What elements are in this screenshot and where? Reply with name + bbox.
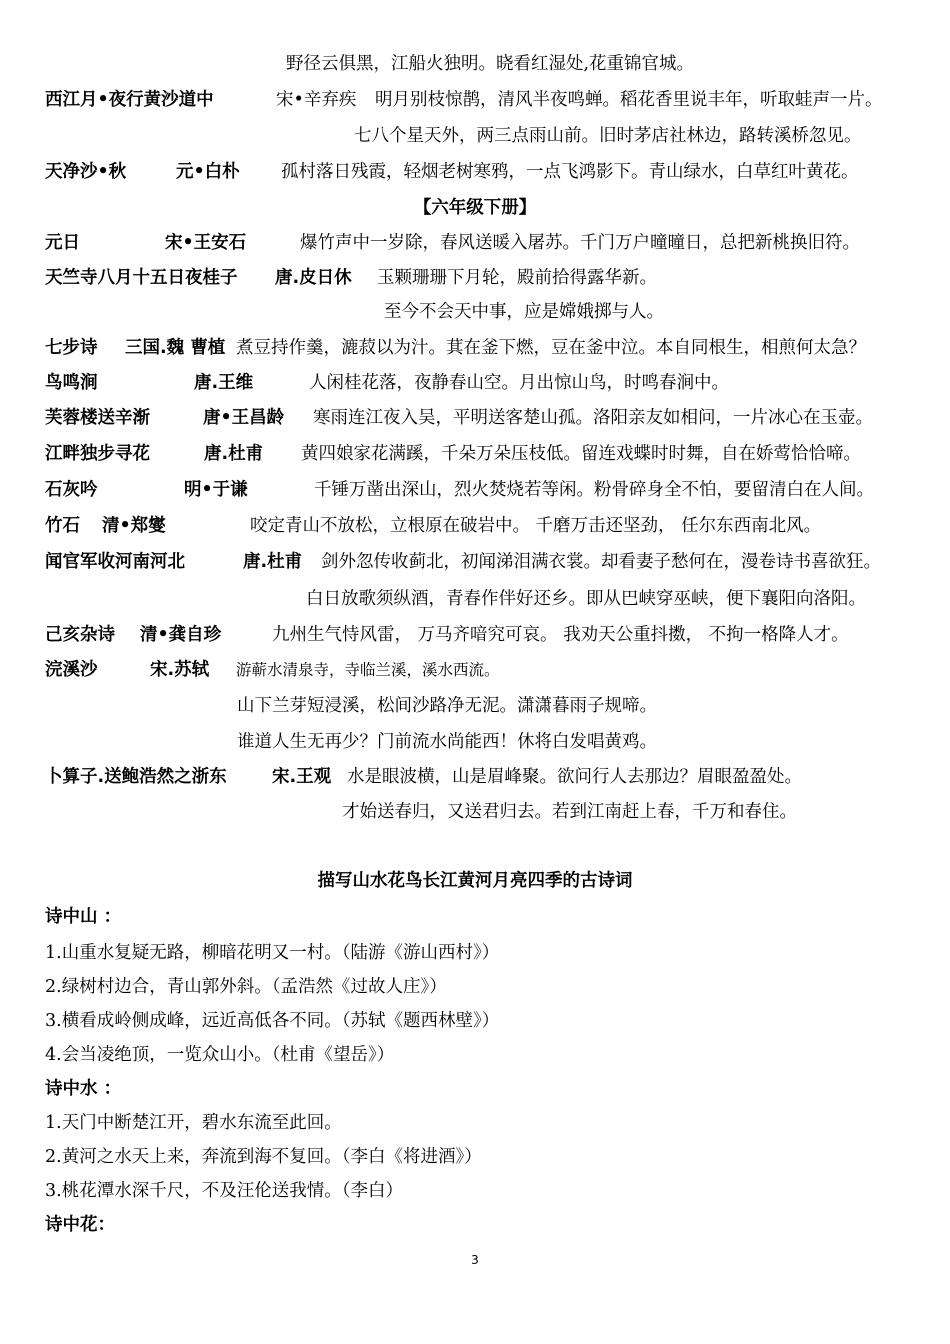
verse-line: 咬定青山不放松，立根原在破岩中。 千磨万击还坚劲， 任尔东西南北风。 bbox=[250, 516, 822, 536]
verse-line: 爆竹声中一岁除，春风送暖入屠苏。千门万户曈曈日，总把新桃换旧符。 bbox=[300, 233, 860, 253]
poem-title: 石灰吟 bbox=[45, 480, 98, 500]
verse-line: 山下兰芽短浸溪，松间沙路净无泥。潇潇暮雨子规啼。 bbox=[237, 696, 657, 716]
verse-line: 寒雨连江夜入吴，平明送客楚山孤。洛阳亲友如相问，一片冰心在玉壶。 bbox=[313, 408, 873, 428]
verse-line: 水是眼波横，山是眉峰聚。欲问行人去那边？眉眼盈盈处。 bbox=[347, 767, 802, 787]
poem-author: 元•白朴 bbox=[176, 162, 240, 182]
poem-title: 天净沙•秋 bbox=[45, 162, 127, 182]
section-title: 描写山水花鸟长江黄河月亮四季的古诗词 bbox=[317, 871, 633, 891]
poem-title: 闻官军收河南河北 bbox=[45, 552, 185, 572]
verse-line: 玉颗珊珊下月轮，殿前拾得露华新。 bbox=[377, 268, 657, 288]
page-number: 3 bbox=[471, 1253, 479, 1267]
poem-author: 唐.皮日休 bbox=[275, 268, 352, 288]
subsection-heading: 诗中水 ： bbox=[45, 1079, 122, 1099]
verse-line: 野径云俱黑，江船火独明。晓看红湿处,花重锦官城。 bbox=[286, 54, 695, 74]
verse-line: 孤村落日残霞，轻烟老树寒鸦，一点飞鸿影下。青山绿水，白草红叶黄花。 bbox=[281, 162, 859, 182]
poem-title: 卜算子.送鲍浩然之浙东 bbox=[45, 767, 227, 787]
poem-title: 鸟鸣涧 bbox=[45, 373, 98, 393]
list-item: 3.横看成岭侧成峰，远近高低各不同。（苏轼《题西林壁》） bbox=[45, 1011, 500, 1031]
poem-author: 清•龚自珍 bbox=[140, 625, 222, 645]
poem-author: 明•于谦 bbox=[184, 480, 248, 500]
list-item: 1.天门中断楚江开，碧水东流至此回。 bbox=[45, 1113, 342, 1133]
list-item: 3.桃花潭水深千尺，不及汪伦送我情。（李白） bbox=[45, 1181, 403, 1201]
poem-author: 唐.王维 bbox=[194, 373, 254, 393]
poem-author: 清•郑燮 bbox=[102, 516, 166, 536]
list-item: 4.会当凌绝顶，一览众山小。（杜甫《望岳》） bbox=[45, 1045, 395, 1065]
verse-line: 煮豆持作羹，漉菽以为汁。萁在釜下燃，豆在釜中泣。本自同根生，相煎何太急？ bbox=[236, 338, 866, 358]
verse-line: 明月别枝惊鹊，清风半夜鸣蝉。稻花香里说丰年，听取蛙声一片。 bbox=[375, 90, 883, 110]
list-item: 2.黄河之水天上来，奔流到海不复回。（李白《将进酒》） bbox=[45, 1147, 482, 1167]
poem-title: 七步诗 bbox=[45, 338, 98, 358]
verse-line: 千锤万凿出深山，烈火焚烧若等闲。粉骨碎身全不怕，要留清白在人间。 bbox=[314, 480, 874, 500]
verse-line: 至今不会天中事，应是嫦娥掷与人。 bbox=[384, 302, 664, 322]
poem-title: 元日 bbox=[45, 233, 80, 253]
subsection-heading: 诗中花： bbox=[45, 1215, 115, 1235]
verse-line: 人闲桂花落，夜静春山空。月出惊山鸟，时鸣春涧中。 bbox=[309, 373, 729, 393]
list-item: 1.山重水复疑无路，柳暗花明又一村。（陆游《游山西村》） bbox=[45, 943, 500, 963]
verse-line: 谁道人生无再少？门前流水尚能西！休将白发唱黄鸡。 bbox=[237, 732, 657, 752]
poem-author: 宋.王观 bbox=[272, 767, 332, 787]
poem-title: 芙蓉楼送辛渐 bbox=[45, 408, 150, 428]
poem-author: 宋•辛弃疾 bbox=[276, 90, 357, 110]
poem-author: 三国.魏 曹植 bbox=[125, 338, 226, 358]
poem-title: 西江月•夜行黄沙道中 bbox=[45, 90, 214, 110]
poem-author: 唐.杜甫 bbox=[243, 552, 303, 572]
verse-preface: 游蕲水清泉寺，寺临兰溪，溪水西流。 bbox=[236, 661, 500, 679]
section-header: 【六年级下册】 bbox=[413, 198, 537, 218]
poem-author: 唐•王昌龄 bbox=[203, 408, 285, 428]
poem-title: 浣溪沙 bbox=[45, 660, 98, 680]
verse-line: 白日放歌须纵酒，青春作伴好还乡。即从巴峡穿巫峡，便下襄阳向洛阳。 bbox=[306, 589, 866, 609]
verse-line: 黄四娘家花满蹊，千朵万朵压枝低。留连戏蝶时时舞，自在娇莺恰恰啼。 bbox=[301, 444, 861, 464]
poem-title: 己亥杂诗 bbox=[45, 625, 115, 645]
poem-title: 江畔独步寻花 bbox=[45, 444, 150, 464]
poem-author: 唐.杜甫 bbox=[204, 444, 264, 464]
verse-line: 九州生气恃风雷， 万马齐喑究可哀。 我劝天公重抖擞， 不拘一格降人才。 bbox=[272, 625, 849, 645]
poem-author: 宋•王安石 bbox=[165, 233, 247, 253]
verse-line: 七八个星天外，两三点雨山前。旧时茅店社林边，路转溪桥忽见。 bbox=[354, 126, 862, 146]
poem-title: 天竺寺八月十五日夜桂子 bbox=[45, 268, 238, 288]
list-item: 2.绿树村边合，青山郭外斜。（孟浩然《过故人庄》） bbox=[45, 977, 447, 997]
verse-line: 才始送春归，又送君归去。若到江南赶上春，千万和春住。 bbox=[342, 802, 797, 822]
poem-author: 宋.苏轼 bbox=[150, 660, 210, 680]
subsection-heading: 诗中山 ： bbox=[45, 907, 122, 927]
poem-title: 竹石 bbox=[45, 516, 80, 536]
verse-line: 剑外忽传收蓟北，初闻涕泪满衣裳。却看妻子愁何在，漫卷诗书喜欲狂。 bbox=[321, 552, 881, 572]
